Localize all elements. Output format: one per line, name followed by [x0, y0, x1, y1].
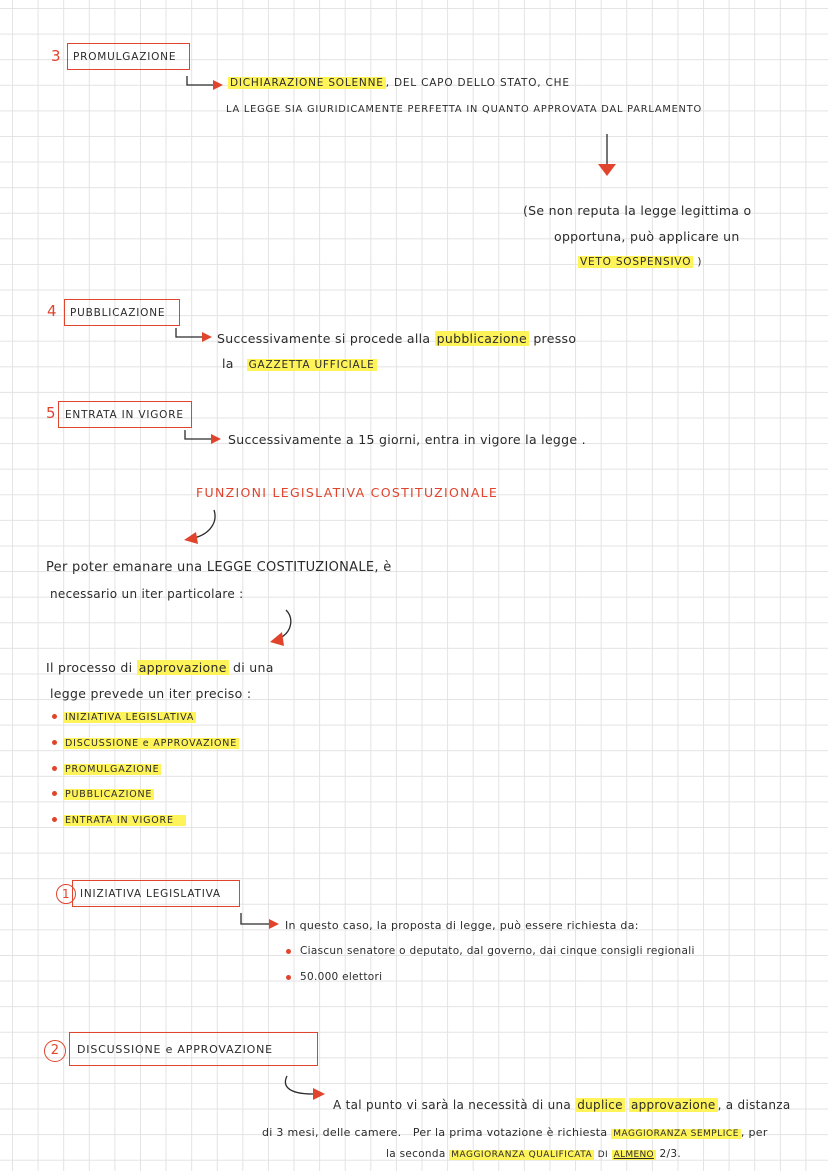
veto-note-line-1: (Se non reputa la legge legittima o [523, 203, 752, 218]
step-2-number: 2 [44, 1040, 66, 1062]
constitutional-para-line-1: Per poter emanare una LEGGE COSTITUZIONALE, è [46, 560, 392, 575]
step-1-bullet-2: 50.000 elettori [300, 971, 383, 983]
arrow-right-icon [174, 328, 214, 342]
section-4-line-1 [217, 331, 576, 346]
section-3-title: PROMULGAZIONE [73, 51, 177, 63]
step-2-line-3-a: la seconda [386, 1148, 446, 1160]
arrow-right-icon [183, 430, 223, 444]
section-3-number: 3 [51, 47, 61, 65]
section-4-line-2 [222, 356, 377, 371]
process-item: DISCUSSIONE e APPROVAZIONE [65, 738, 238, 749]
arrow-right-icon [239, 913, 283, 929]
bullet-dot [286, 975, 291, 980]
veto-note-close: ) [697, 256, 703, 268]
bullet-dot [52, 791, 57, 796]
highlight-publication: pubblicazione [436, 331, 528, 346]
arrow-down-icon [597, 134, 617, 178]
step-2-line-3-b: DI [597, 1150, 608, 1160]
bullet-dot [286, 949, 291, 954]
step-2-line-3-c: 2/3. [659, 1148, 681, 1160]
section-3-line-1-rest: , DEL CAPO DELLO STATO, CHE [385, 77, 570, 89]
step-2-line-2 [262, 1126, 768, 1139]
highlight-duplice: duplice [577, 1098, 623, 1112]
process-line-1-b: di una [232, 660, 274, 675]
section-4-title: PUBBLICAZIONE [70, 307, 166, 319]
highlight-gazzetta: GAZZETTA UFFICIALE [248, 359, 375, 371]
process-item: ENTRATA IN VIGORE [63, 815, 186, 826]
bullet-dot [52, 714, 57, 719]
section-5-title: ENTRATA IN VIGORE [65, 409, 184, 421]
highlight-approvazione: approvazione [630, 1098, 716, 1112]
step-2-line-2-c: , per [740, 1126, 768, 1139]
section-4-line-2-a: la [222, 356, 234, 371]
section-4-number: 4 [47, 302, 57, 320]
arrow-right-icon [283, 1076, 329, 1102]
process-line-2: legge prevede un iter preciso : [50, 686, 252, 701]
highlight-simple-majority: MAGGIORANZA SEMPLICE [613, 1129, 739, 1139]
process-item: PUBBLICAZIONE [65, 789, 153, 800]
step-2-line-1 [333, 1098, 790, 1112]
bullet-dot [52, 740, 57, 745]
curved-arrow-icon [180, 508, 220, 548]
process-line-1-a: Il processo di [46, 660, 133, 675]
step-1-line-1: In questo caso, la proposta di legge, può essere richiesta da: [285, 919, 639, 932]
constitutional-heading: FUNZIONI LEGISLATIVA COSTITUZIONALE [196, 485, 499, 500]
section-4-line-1-a: Successivamente si procede alla [217, 331, 431, 346]
step-2-line-2-a: di 3 mesi, delle camere. [262, 1126, 402, 1139]
highlight-veto: VETO SOSPENSIVO [580, 256, 692, 268]
step-1-title: INIZIATIVA LEGISLATIVA [80, 888, 221, 900]
process-item: PROMULGAZIONE [65, 764, 160, 775]
highlight-approval: approvazione [138, 660, 227, 675]
step-2-line-2-b: Per la prima votazione è richiesta [412, 1126, 608, 1139]
step-1-bullet-1: Ciascun senatore o deputato, dal governo, dai cinque consigli regionali [300, 945, 695, 957]
curved-arrow-icon [266, 608, 306, 652]
bullet-dot [52, 766, 57, 771]
highlight-solemn-declaration: DICHIARAZIONE SOLENNE [230, 77, 384, 89]
section-3-line-2: LA LEGGE SIA GIURIDICAMENTE PERFETTA IN QUANTO APPROVATA DAL PARLAMENTO [226, 104, 702, 115]
bullet-dot [52, 817, 57, 822]
veto-note-line-2: opportuna, può applicare un [554, 229, 740, 244]
arrow-right-icon [185, 76, 225, 90]
step-2-line-1-a: A tal punto vi sarà la necessità di una [333, 1098, 572, 1112]
underline-almeno: ALMENO [613, 1150, 654, 1160]
step-2-line-1-b: , a distanza [717, 1098, 791, 1112]
constitutional-para-line-2: necessario un iter particolare : [50, 587, 244, 601]
process-line-1 [46, 660, 274, 675]
section-3-line-1 [228, 77, 570, 89]
step-2-title: DISCUSSIONE e APPROVAZIONE [77, 1043, 273, 1056]
highlight-qualified-majority: MAGGIORANZA QUALIFICATA [451, 1150, 593, 1160]
section-5-number: 5 [46, 404, 56, 422]
step-1-number: 1 [56, 884, 76, 904]
section-5-line-1: Successivamente a 15 giorni, entra in vigore la legge . [228, 432, 586, 447]
section-4-line-1-b: presso [533, 331, 577, 346]
process-item: INIZIATIVA LEGISLATIVA [65, 712, 195, 723]
veto-note-line-3 [578, 256, 702, 268]
step-2-line-3 [386, 1148, 681, 1160]
